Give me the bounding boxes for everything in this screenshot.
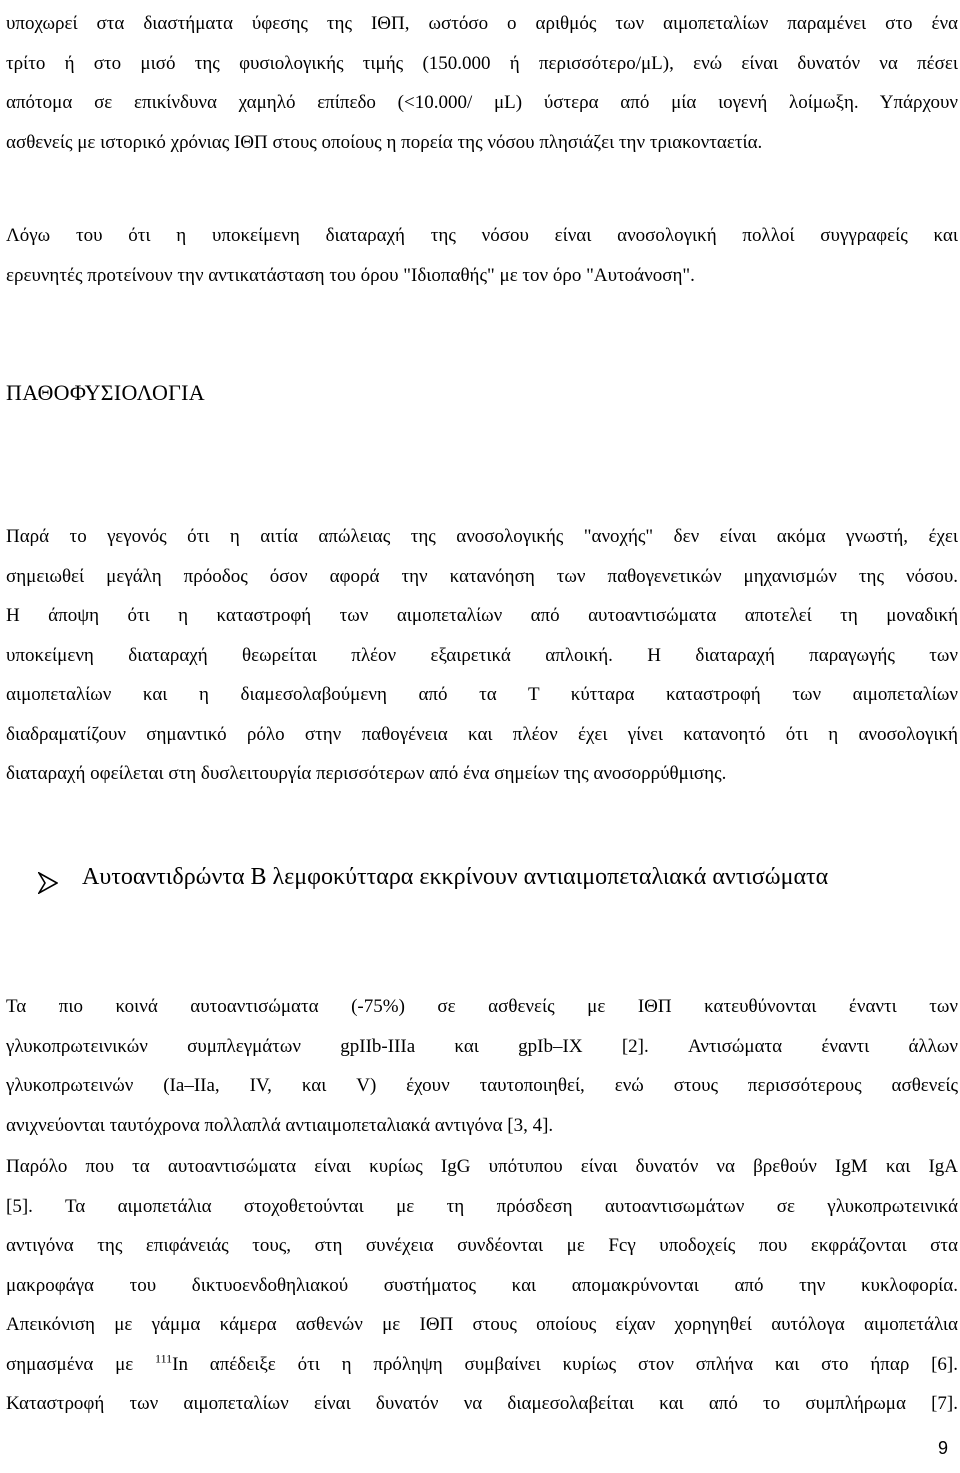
text-line-with-superscript	[6, 1345, 958, 1385]
text-line: τρίτο ή στο μισό της φυσιολογικής τιμής (150.000 ή περισσότερο/μL), ενώ είναι δυνατόν να πέσει	[6, 52, 958, 74]
paragraph-pathogenesis	[6, 517, 958, 794]
text-line: Λόγω του ότι η υποκείμενη διαταραχή της νόσου είναι ανοσολογική πολλοί συγγραφείς και	[6, 225, 958, 246]
text-fragment: In απέδειξε ότι η πρόληψη συμβαίνει κυρίως στον σπλήνα και στο ήπαρ [6].	[172, 1353, 958, 1375]
bullet-heading	[38, 862, 958, 906]
text-line: σημειωθεί μεγάλη πρόοδος όσον αφορά την κατανόηση των παθογενετικών μηχανισμών της νόσου.	[6, 565, 958, 587]
arrowhead-bullet-icon	[38, 872, 58, 894]
text-line: Καταστροφή των αιμοπεταλίων είναι δυνατόν να διαμεσολαβείται και από το συμπλήρωμα [7].	[6, 1393, 958, 1414]
text-line: Παρόλο που τα αυτοαντισώματα είναι κυρίως IgG υπότυπου είναι δυνατόν να βρεθούν IgM και IgA	[6, 1156, 958, 1177]
text-line: Η άποψη ότι η καταστροφή των αιμοπεταλίων από αυτοαντισώματα αποτελεί τη μοναδική	[6, 605, 958, 626]
text-line: διαταραχή οφείλεται στη δυσλειτουργία περισσότερων από ένα σημείων της ανοσορρύθμισης.	[6, 763, 727, 784]
text-line: γλυκοπρωτεινών (Ia–IIa, IV, και V) έχουν ταυτοποιηθεί, ενώ στους περισσότερους ασθενείς	[6, 1075, 958, 1096]
text-fragment: σημασμένα με	[6, 1353, 156, 1375]
isotope-superscript: 111	[155, 1351, 173, 1366]
paragraph-platelet-destruction	[6, 1147, 958, 1424]
section-heading-pathophysiology: ΠΑΘΟΦΥΣΙΟΛΟΓΙΑ	[6, 380, 205, 405]
text-line: [5]. Τα αιμοπετάλια στοχοθετούνται με τη πρόσδεση αυτοαντισωμάτων σε γλυκοπρωτεινικά	[6, 1195, 958, 1217]
text-line: υποχωρεί στα διαστήματα ύφεσης της ΙΘΠ, ωστόσο ο αριθμός των αιμοπεταλίων παραμένει στο ένα	[6, 13, 958, 34]
text-line: απότομα σε επικίνδυνα χαμηλό επίπεδο (<10.000/ μL) ύστερα από μία ιογενή λοίμωξη. Υπάρχουν	[6, 92, 958, 113]
text-line: γλυκοπρωτεινικών συμπλεγμάτων gpIIb-IIIa και gpIb–IX [2]. Αντισώματα έναντι άλλων	[6, 1035, 958, 1057]
text-line: ανιχνεύονται ταυτόχρονα πολλαπλά αντιαιμοπεταλιακά αντιγόνα [3, 4].	[6, 1114, 554, 1136]
text-line: Τα πιο κοινά αυτοαντισώματα (-75%) σε ασθενείς με ΙΘΠ κατευθύνονται έναντι των	[6, 996, 958, 1017]
text-line: μακροφάγα του δικτυοενδοθηλιακού συστήματος και απομακρύνονται από την κυκλοφορία.	[6, 1274, 958, 1296]
text-line: ασθενείς με ιστορικό χρόνιας ΙΘΠ στους οποίους η πορεία της νόσου πλησιάζει την τριακονταετία.	[6, 131, 763, 153]
text-line: Παρά το γεγονός ότι η αιτία απώλειας της ανοσολογικής "ανοχής" δεν είναι ακόμα γνωστή, έχει	[6, 526, 958, 547]
text-line: ερευνητές προτείνουν την αντικατάσταση του όρου "Ιδιοπαθής" με τον όρο "Αυτοάνοση".	[6, 264, 695, 286]
text-line: διαδραματίζουν σημαντικό ρόλο στην παθογένεια και πλέον έχει γίνει κατανοητό ότι η ανοσολογική	[6, 723, 958, 745]
paragraph-autoantibodies	[6, 987, 958, 1145]
text-line: αντιγόνα της επιφάνειάς τους, στη συνέχεια συνδέονται με Fcγ υποδοχείς που εκφράζονται στα	[6, 1235, 958, 1256]
bullet-heading-text: Αυτοαντιδρώντα Β λεμφοκύτταρα εκκρίνουν αντιαιμοπεταλιακά αντισώματα	[82, 864, 829, 890]
paragraph-terminology	[6, 216, 958, 295]
text-line: υποκείμενη διαταραχή θεωρείται πλέον εξαιρετικά απλοική. Η διαταραχή παραγωγής των	[6, 644, 958, 666]
text-line: αιμοπεταλίων και η διαμεσολαβούμενη από τα Τ κύτταρα καταστροφή των αιμοπεταλίων	[6, 684, 958, 705]
page-number: 9	[937, 1438, 948, 1458]
text-line: Απεικόνιση με γάμμα κάμερα ασθενών με ΙΘΠ στους οποίους είχαν χορηγηθεί αυτόλογα αιμοπετάλια	[6, 1314, 958, 1335]
paragraph-itp-course	[6, 4, 958, 162]
